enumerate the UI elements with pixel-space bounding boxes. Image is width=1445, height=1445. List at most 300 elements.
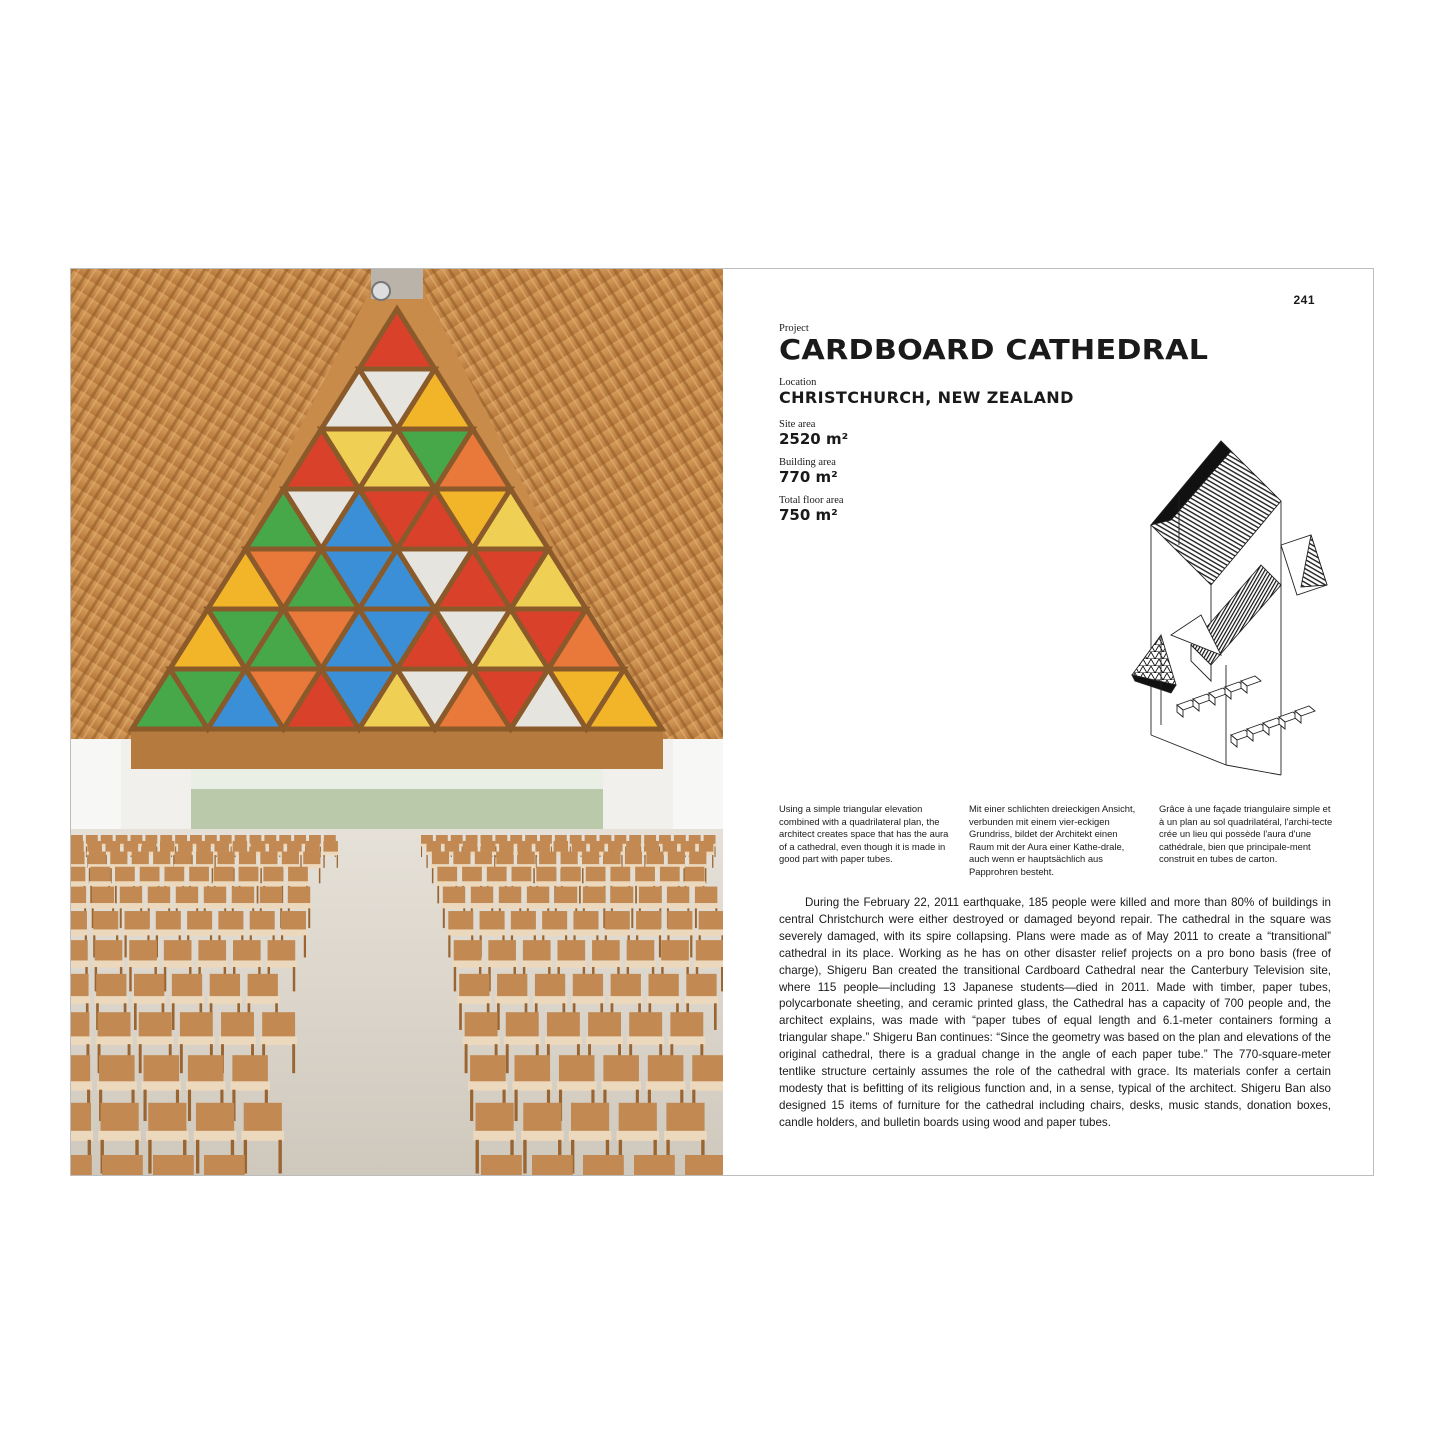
chair-part [323,852,339,856]
chair-part [323,855,324,868]
chair-part [468,1081,508,1090]
chair-part [626,841,641,853]
chair-part [510,881,532,886]
chair-part [646,852,663,866]
chair-part [590,841,605,853]
chair-part [204,1155,245,1175]
chair-part [89,868,91,883]
chair-part [232,1055,268,1084]
chair-part [521,960,552,967]
chair-part [638,903,663,909]
chair-part [219,1036,256,1045]
chair-part [463,1036,500,1045]
chair-part [139,1012,172,1039]
chair-part [627,940,655,962]
chair-part [221,1012,254,1039]
location-label: Location [779,377,817,388]
chair-part [603,852,620,866]
chair-part [573,974,603,999]
chair-part [303,852,320,866]
chair-part [187,911,212,931]
chair-part [186,929,214,936]
chair-part [461,881,483,886]
chair-part [661,940,689,962]
chair-part [230,903,255,909]
chair-part [659,881,681,886]
chair-part [300,855,301,868]
chair-part [481,841,496,853]
chair-part [204,887,226,905]
chair-part [198,940,226,962]
chair-part [573,911,598,931]
chair-part [174,903,199,909]
chair-part [541,929,569,936]
chair-part [87,841,102,853]
chair-part [132,996,166,1004]
chair-part [146,903,171,909]
chair-part [437,886,439,903]
chair-part [281,911,306,931]
chair-part [175,852,192,866]
chair-part [471,887,493,905]
chair-part [454,967,456,991]
chair-part [90,903,115,909]
chair-part [583,887,605,905]
chair-part [571,996,605,1004]
chair-part [426,855,427,868]
chair-part [71,1081,92,1090]
chair-part [557,940,585,962]
chair-part [196,1103,234,1134]
chair-part [609,881,631,886]
chair-part [610,903,635,909]
chair-part [110,868,112,883]
chair-part [71,911,87,931]
chair-part [545,1036,582,1045]
chair-part [132,852,149,866]
chair-part [170,996,204,1004]
chair-part [71,960,89,967]
chair-part [71,1131,93,1141]
chair-part [499,887,521,905]
chair-part [582,903,607,909]
chair-part [511,911,536,931]
chair-part [635,867,655,883]
chair-part [539,852,556,866]
chair-part [153,1155,194,1175]
chair-part [639,887,661,905]
chair-part [71,996,90,1004]
chair-part [670,1012,703,1039]
chair-part [685,996,719,1004]
chair-part [470,903,495,909]
chair-part [447,929,475,936]
chair-part [258,903,283,909]
chair-part [465,1044,468,1073]
chair-part [239,852,256,866]
chair-part [495,996,529,1004]
chair-part [287,841,302,853]
chair-part [463,841,478,853]
chair-part [260,868,262,883]
chair-part [125,935,127,957]
chair-part [144,1090,147,1121]
chair-part [488,940,516,962]
chair-part [659,935,661,957]
project-label: Project [779,323,809,334]
chair-part [288,887,310,905]
chair-part [164,867,184,883]
chair-part [681,841,696,853]
chair-part [71,940,88,962]
chair-part [196,852,213,866]
chair-part [176,887,198,905]
chair-part [559,1055,595,1084]
chair-part [148,1103,186,1134]
chair-part [526,903,551,909]
chair-part [459,1003,462,1030]
chair-part [475,852,492,866]
chair-part [148,887,170,905]
chair-part [139,881,161,886]
chair-part [125,911,150,931]
chair-part [154,929,182,936]
chair-part [98,1131,141,1141]
chair-part [535,881,557,886]
chair-part [647,996,681,1004]
chair-part [473,1131,516,1141]
chair-part [590,960,621,967]
caption-english: Using a simple triangular elevation combined with a quadrilateral plan, the architect creates space that has the aura of a cathedral, even though it is made in good part with paper tubes. [779,803,949,864]
chair-part [486,881,508,886]
chair-part [636,911,661,931]
chair-part [436,881,458,886]
chair-part [250,911,275,931]
chair-part [239,867,259,883]
chair-part [102,1155,143,1175]
chair-part [561,852,578,866]
chair-part [71,1055,90,1084]
chair-part [432,868,434,883]
chair-part [233,940,261,962]
chair-part [141,1081,181,1090]
caption-french: Grâce à une façade triangulaire simple et à un plan au sol quadrilatéral, l'archi-tecte crée un lieu qui possède l'aura d'une cathédrale, bien que principale-ment construit en tubes de carton. [1159,803,1333,864]
chair-part [71,1103,91,1134]
chair-part [535,974,565,999]
chair-part [554,841,569,853]
chair-part [188,1055,224,1084]
chair-part [269,841,284,853]
text-page [723,269,1373,1175]
chair-part [323,841,338,853]
chair-part [71,887,86,905]
chair-part [288,867,308,883]
chair-part [180,1012,213,1039]
chair-part [129,967,131,991]
chair-part [71,1012,89,1039]
chair-part [172,1003,175,1030]
chair-part [585,881,607,886]
chair-part [230,1081,270,1090]
chair-part [583,1155,624,1175]
chair-part [608,841,623,853]
chair-part [699,841,714,853]
chair-part [695,887,717,905]
chair-part [457,996,491,1004]
chair-part [268,940,296,962]
chair-part [71,1155,92,1175]
chair-part [442,903,467,909]
chair-part [263,867,283,883]
chair-part [515,1055,551,1084]
chair-part [89,881,111,886]
chair-part [164,940,192,962]
chair-part [110,852,127,866]
chair-part [115,886,117,903]
book-spread [70,268,1374,1176]
chair-part [71,852,85,866]
chair-part [496,852,513,866]
chair-part [649,974,679,999]
chair-part [178,1036,215,1045]
chair-part [504,1036,541,1045]
chair-part [579,886,581,903]
page-number: 241 [1293,293,1315,307]
chair-part [197,960,228,967]
chair-part [139,1044,142,1073]
chair-part [476,1140,479,1174]
chair-part [202,903,227,909]
chair-part [214,855,215,868]
chair-part [572,841,587,853]
chair-part [556,960,587,967]
chair-part [293,967,295,991]
chair-part [210,974,240,999]
chair-part [465,1012,498,1039]
chair-part [71,1036,91,1045]
chair-part [262,881,284,886]
chair-part [287,903,312,909]
chair-part [509,929,537,936]
chair-part [162,960,193,967]
chair-part [453,852,470,866]
chair-part [629,1012,662,1039]
body-paragraph: During the February 22, 2011 earthquake, 185 people were killed and more than 80% of buildings in central Christchurch were either destroyed or damaged beyond repair. The cathedral in the square was severely damaged, with its spire collapsing. Plans were made as of May 2011 to create a “transitional” cathedral in its place. Working as he has on other disaster relief projects on a pro bono basis (free of charge), Shigeru Ban created the transitional Cardboard Cathedral near the Canterbury Television site, where 115 people—including 13 Japanese students—died in 2011. Made with timber, paper tubes, polycarbonate sheeting, and ceramic printed glass, the Cathedral has a capacity of 700 people and, the architect explains, was made with “paper tubes of equal length and 6.1-meter containers forming a triangular shape.” Shigeru Ban continues: “Since the geometry was based on the plan and elevations of the original cathedral, there is a gradual change in the angle of each paper tube.” The 770-square-meter tentlike structure certainly assumes the role of the cathedral with grace. Its materials confer a certain modesty that is befitting of its religious function and, in a sense, typical of the architect. Shigeru Ban also designed 15 items of furniture for the cathedral including chairs, desks, music stands, donation boxes, candle holders, and bulletin boards using wood and paper tubes. [779,896,1331,1129]
chair-part [214,841,229,853]
chair-part [521,1131,564,1141]
chair-part [148,1140,151,1174]
chair-part [694,960,723,967]
site-area-label: Site area [779,419,816,430]
chair-part [523,940,551,962]
chair-part [506,1012,539,1039]
chair-part [481,1155,522,1175]
chair-part [208,996,242,1004]
chair-part [188,1090,191,1121]
chair-part [588,1012,621,1039]
chair-part [180,1044,183,1073]
chair-part [619,1103,657,1134]
chair-part [71,929,88,936]
chair-part [260,887,282,905]
chair-part [635,929,663,936]
chair-part [305,841,320,853]
chair-part [476,1103,514,1134]
chair-part [523,1103,561,1134]
chair-part [666,1103,704,1134]
chair-part [690,935,692,957]
chair-part [163,881,185,886]
chair-part [690,1081,723,1090]
chair-part [714,1003,717,1030]
chair-part [527,887,549,905]
chair-part [241,1131,284,1141]
chair-part [685,1155,723,1175]
chair-part [512,867,532,883]
chair-part [260,1036,297,1045]
chair-part [94,996,128,1004]
chair-part [560,881,582,886]
chair-part [454,940,482,962]
chair-part [160,841,175,853]
chair-part [666,929,694,936]
chair-part [120,908,122,928]
chair-part [515,1090,518,1121]
chair-part [572,929,600,936]
chair-part [582,852,599,866]
building-area-label: Building area [779,457,836,468]
chair-part [533,868,535,883]
project-title: CARDBOARD CATHEDRAL [779,333,1209,366]
chair-part [189,867,209,883]
chair-part [443,908,445,928]
chair-part [663,841,678,853]
chair-part [668,852,685,866]
chair-part [134,1003,137,1030]
chair-part [448,911,473,931]
chair-part [71,903,87,909]
chair-part [196,841,211,853]
chair-part [99,1055,135,1084]
chair-part [448,935,450,957]
chair-part [71,881,86,886]
chair-part [319,868,321,883]
chair-part [445,841,460,853]
chair-part [603,929,631,936]
chair-part [603,1055,639,1084]
chair-part [696,940,723,962]
chair-part [194,1131,237,1141]
chair-part [71,841,84,853]
chair-part [683,881,705,886]
chair-part [146,1131,189,1141]
chair-part [699,911,723,931]
chair-part [129,940,157,962]
chair-part [499,841,514,853]
chair-part [232,887,254,905]
chair-part [144,1055,180,1084]
chair-part [555,887,577,905]
chair-part [128,960,159,967]
chair-part [98,1012,131,1039]
chair-part [188,881,210,886]
chair-part [634,1155,675,1175]
chair-part [689,852,706,866]
chair-part [625,960,656,967]
chair-part [557,1081,597,1090]
chair-part [523,1140,526,1174]
chair-part [218,911,243,931]
chair-part [212,868,214,883]
chair-part [586,867,606,883]
chair-part [233,841,248,853]
chair-part [292,1044,295,1073]
chair-part [470,1090,473,1121]
chair-part [666,903,691,909]
chair-part [616,1131,659,1141]
chair-part [542,911,567,931]
chair-part [605,911,630,931]
chair-part [304,935,306,957]
chair-part [631,908,633,928]
chair-part [231,960,262,967]
chair-part [337,855,338,868]
chair-part [213,881,235,886]
chair-part [498,903,523,909]
chair-part [96,974,126,999]
chair-part [487,867,507,883]
chair-part [115,867,135,883]
chair-part [92,929,120,936]
chair-part [518,852,535,866]
chair-part [582,868,584,883]
chair-part [93,911,118,931]
chair-part [685,867,705,883]
chair-part [95,940,123,962]
chair-part [89,852,106,866]
chair-part [71,867,85,883]
cathedral-interior-photo [71,269,723,1175]
chair-part [118,903,143,909]
chair-part [443,887,465,905]
chair-part [421,847,422,858]
chair-part [134,974,164,999]
chair-part [695,908,697,928]
chair-part [627,1036,664,1045]
chair-part [214,867,234,883]
site-area-value: 2520 m² [779,430,849,448]
chair-part [561,867,581,883]
chair-part [432,852,449,866]
chair-part [217,852,234,866]
chair-part [237,881,259,886]
chair-part [97,1081,137,1090]
chair-part [517,841,532,853]
chair-part [668,1036,705,1045]
chair-part [592,940,620,962]
chair-part [251,841,266,853]
chair-part [648,1055,684,1084]
chair-part [712,855,713,868]
chair-part [124,841,139,853]
chair-part [714,847,715,858]
chair-part [535,841,550,853]
chair-part [705,868,707,883]
chair-part [71,974,89,999]
chair-part [533,996,567,1004]
chair-part [196,1140,199,1174]
chair-part [660,960,691,967]
